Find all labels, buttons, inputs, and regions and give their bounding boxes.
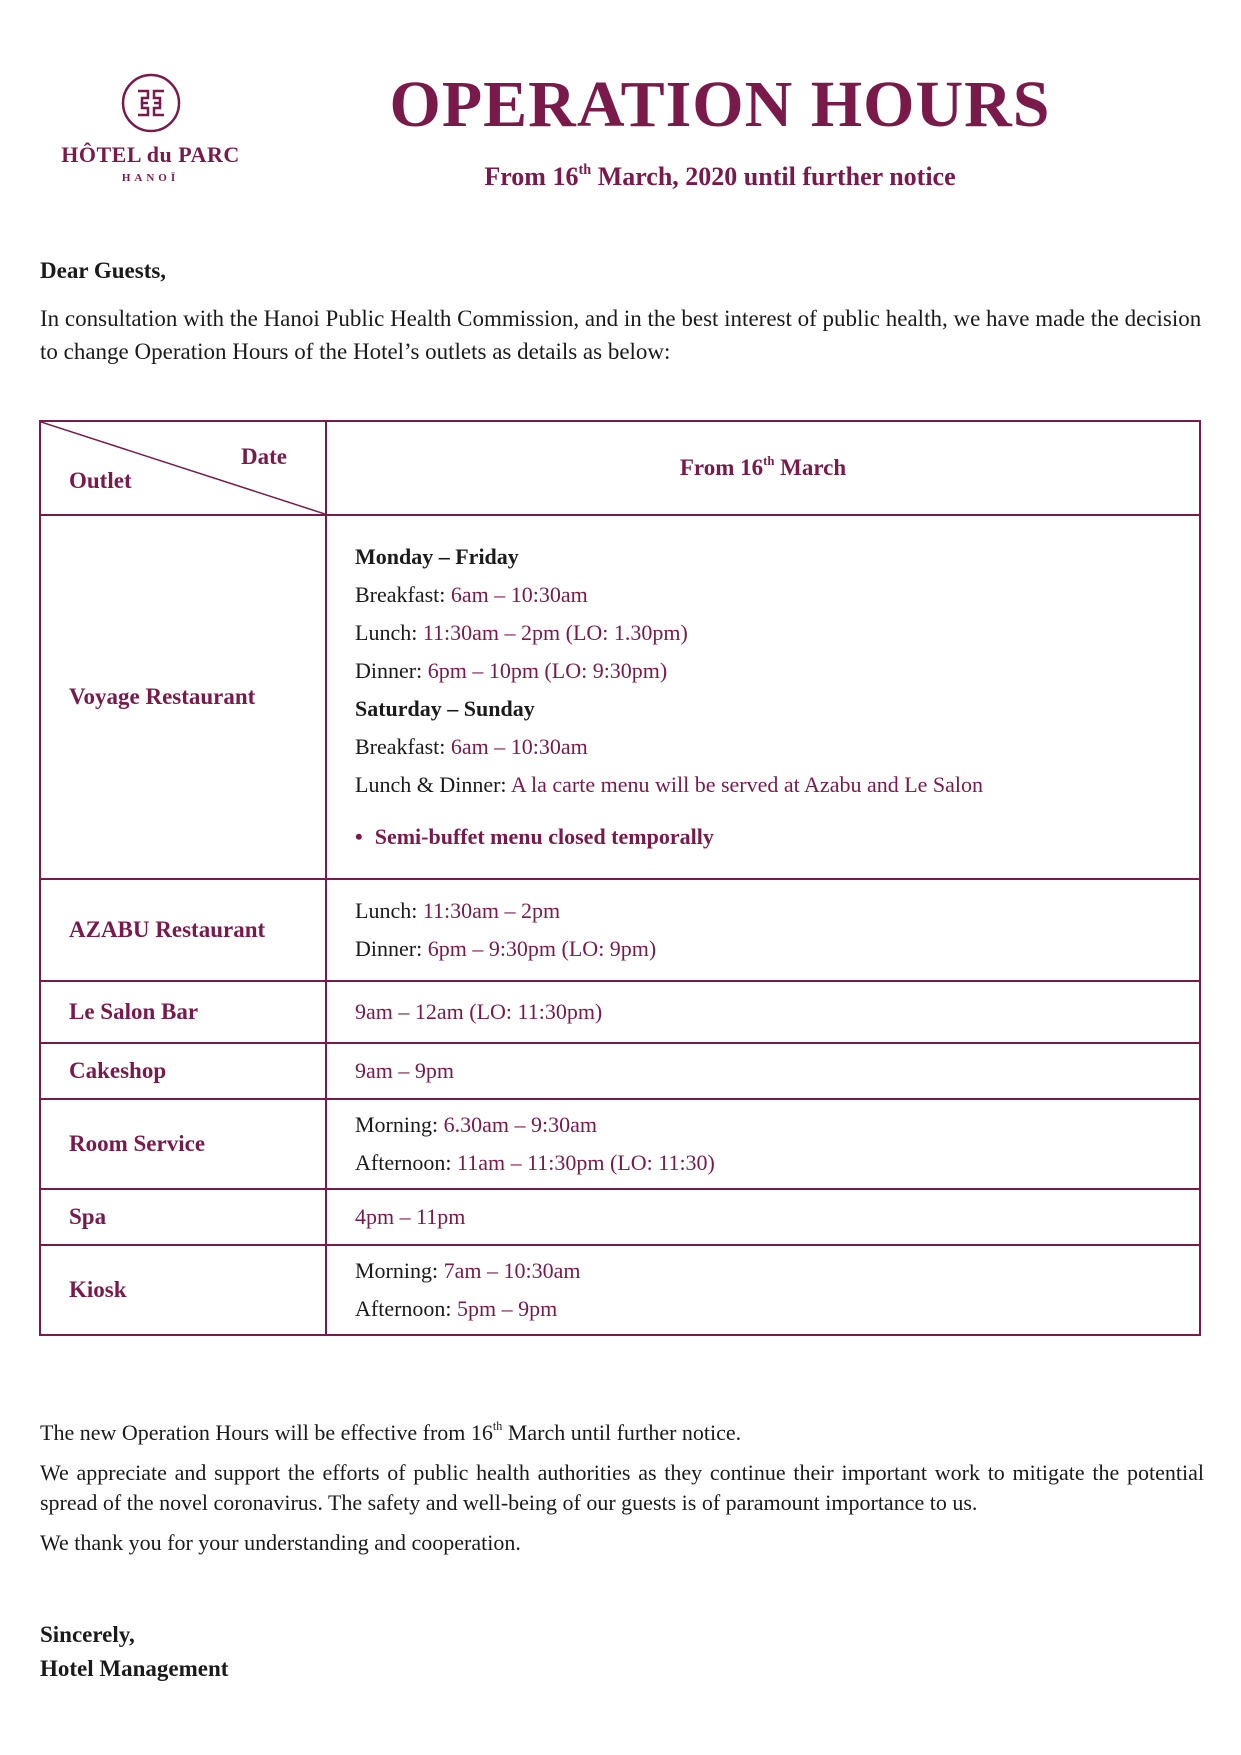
header-from-cell: From 16th March: [326, 421, 1200, 515]
outlet-name: AZABU Restaurant: [40, 879, 326, 981]
table-row-azabu: [40, 879, 1200, 981]
hours-cell: 9am – 12am (LO: 11:30pm): [326, 981, 1200, 1043]
hotel-name: HÔTEL du PARC: [61, 142, 240, 167]
table-row-salon: [40, 981, 1200, 1043]
page-title: OPERATION HOURS: [389, 68, 1051, 141]
hours-line: Breakfast: 6am – 10:30am: [355, 734, 588, 759]
outlet-name: Kiosk: [40, 1245, 326, 1335]
outlet-name: Spa: [40, 1189, 326, 1245]
table-row-voyage: [40, 515, 1200, 879]
operation-hours-table: [39, 420, 1201, 1336]
outlet-name: Voyage Restaurant: [40, 515, 326, 879]
hours-line: Morning: 6.30am – 9:30am: [355, 1112, 597, 1137]
hours-cell: [326, 879, 1200, 981]
bullet-icon: •: [355, 824, 363, 849]
effective-date-note: The new Operation Hours will be effective from 16th March until further notice.: [40, 1419, 742, 1445]
hours-cell: 4pm – 11pm: [326, 1189, 1200, 1245]
hours-cell: [326, 515, 1200, 879]
hours-line: Dinner: 6pm – 10pm (LO: 9:30pm): [355, 658, 668, 683]
hotel-logo: [58, 72, 243, 184]
note-bullet: • Semi-buffet menu closed temporally: [355, 818, 1199, 856]
hours-line: Lunch & Dinner: A la carte menu will be served at Azabu and Le Salon: [355, 772, 984, 797]
weekday-heading: Monday – Friday: [355, 544, 519, 569]
hotel-monogram-icon: [120, 72, 182, 134]
table-header-row: [40, 421, 1200, 515]
table-row-kiosk: [40, 1245, 1200, 1335]
hours-line: Morning: 7am – 10:30am: [355, 1258, 581, 1283]
thanks-line: We thank you for your understanding and cooperation.: [40, 1530, 521, 1555]
outlet-name: Le Salon Bar: [40, 981, 326, 1043]
hours-cell: 9am – 9pm: [326, 1043, 1200, 1099]
sincerely-line: Sincerely,: [40, 1622, 135, 1647]
greeting: Dear Guests,: [40, 258, 167, 283]
hours-line: Afternoon: 5pm – 9pm: [355, 1296, 558, 1321]
signature-name: Hotel Management: [40, 1656, 229, 1681]
hours-line: Lunch: 11:30am – 2pm (LO: 1.30pm): [355, 620, 688, 645]
hours-line: Lunch: 11:30am – 2pm: [355, 898, 561, 923]
table-row-spa: [40, 1189, 1200, 1245]
hours-cell: [326, 1099, 1200, 1189]
outlet-name: Cakeshop: [40, 1043, 326, 1099]
table-row-cakeshop: [40, 1043, 1200, 1099]
weekend-heading: Saturday – Sunday: [355, 696, 535, 721]
hours-line: Breakfast: 6am – 10:30am: [355, 582, 588, 607]
intro-paragraph: In consultation with the Hanoi Public Health Commission, and in the best interest of public health, we have made the decision to change Operation Hours of the Hotel’s outlets as details as below:: [40, 306, 1202, 364]
hours-line: Afternoon: 11am – 11:30pm (LO: 11:30): [355, 1150, 715, 1175]
header-outlet-label: Outlet: [69, 468, 132, 493]
page-subtitle: From 16th March, 2020 until further notice: [484, 161, 956, 191]
hotel-city: HANOÏ: [121, 172, 180, 184]
closing-section: [40, 1418, 1204, 1568]
outlet-name: Room Service: [40, 1099, 326, 1189]
hours-cell: [326, 1245, 1200, 1335]
hours-line: Dinner: 6pm – 9:30pm (LO: 9pm): [355, 936, 657, 961]
appreciation-paragraph: We appreciate and support the efforts of public health authorities as they continue their important work to mitigate the potential spread of the novel coronavirus. The safety and well-being of our guests is of paramount importance to us.: [40, 1460, 1204, 1515]
signature-block: [40, 1618, 228, 1686]
header-diagonal-cell: [40, 421, 326, 515]
table-row-room-service: [40, 1099, 1200, 1189]
header-date-label: Date: [241, 444, 287, 469]
